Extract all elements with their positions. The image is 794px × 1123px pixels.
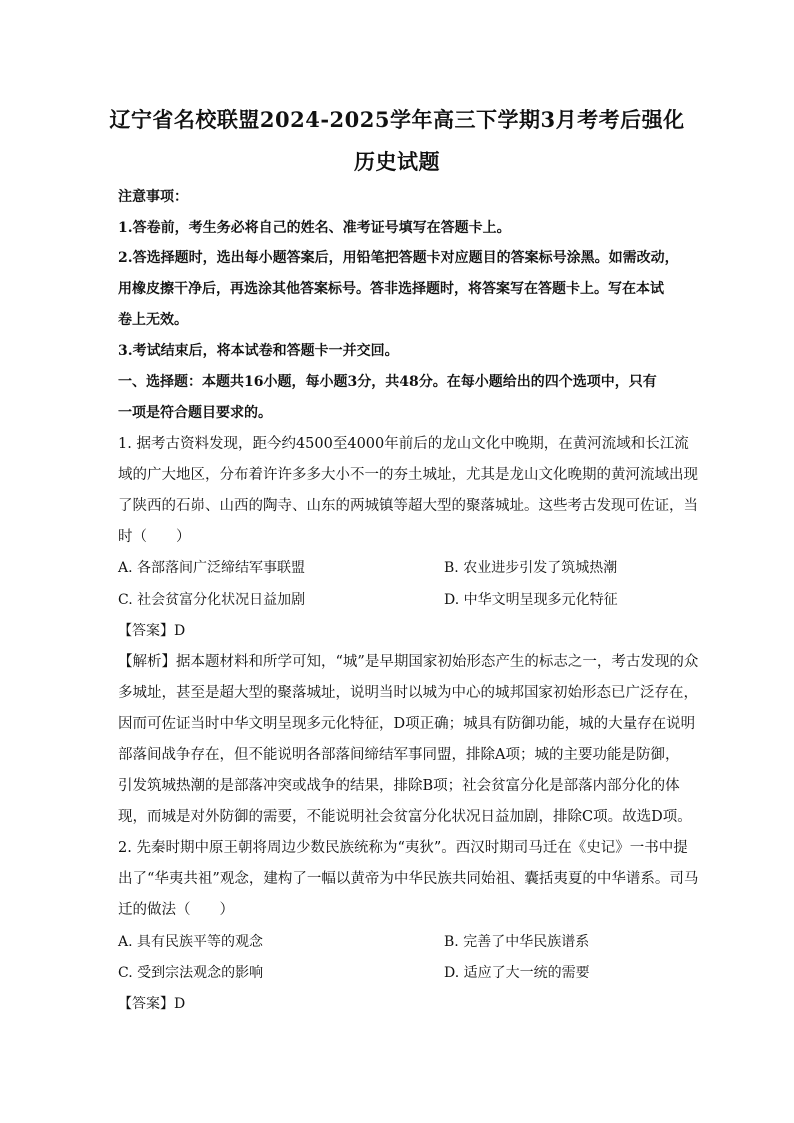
q1-analysis-line-6: 现，而城是对外防御的需要，不能说明社会贫富分化状况日益加剧，排除C项。故选D项。 — [118, 809, 692, 825]
q1-analysis-line-1: 【解析】据本题材料和所学可知，“城”是早期国家初始形态产生的标志之一，考古发现的众 — [118, 654, 699, 670]
q1-option-a: A. 各部落间广泛缔结军事联盟 — [118, 560, 306, 576]
q1-option-c: C. 社会贫富分化状况日益加剧 — [118, 592, 306, 608]
q2-option-b: B. 完善了中华民族谱系 — [444, 934, 590, 950]
q2-stem-line-1: 2. 先秦时期中原王朝将周边少数民族统称为“夷狄”。西汉时期司马迁在《史记》一书中提 — [118, 840, 688, 856]
notice-item-3: 3.考试结束后，将本试卷和答题卡一并交回。 — [118, 343, 399, 359]
notice-item-2-line-3: 卷上无效。 — [118, 312, 188, 328]
q2-answer: 【答案】D — [118, 996, 186, 1012]
q2-option-c: C. 受到宗法观念的影响 — [118, 965, 264, 981]
q2-stem-line-2: 出了“华夷共祖”观念，建构了一幅以黄帝为中华民族共同始祖、囊括夷夏的中华谱系。司马 — [118, 871, 699, 887]
notice-item-2-line-2: 用橡皮擦干净后，再选涂其他答案标号。答非选择题时，将答案写在答题卡上。写在本试 — [118, 281, 664, 297]
q2-option-a: A. 具有民族平等的观念 — [118, 934, 264, 950]
q1-stem-line-4: 时（ ） — [118, 529, 191, 545]
notice-item-1: 1.答卷前，考生务必将自己的姓名、准考证号填写在答题卡上。 — [118, 220, 511, 236]
q1-option-d: D. 中华文明呈现多元化特征 — [444, 592, 618, 608]
q1-analysis-line-5: 引发筑城热潮的是部落冲突或战争的结果，排除B项；社会贫富分化是部落内部分化的体 — [118, 778, 680, 794]
q1-answer: 【答案】D — [118, 623, 186, 639]
q1-analysis-line-3: 因而可佐证当时中华文明呈现多元化特征，D项正确；城具有防御功能，城的大量存在说明 — [118, 716, 696, 732]
q1-option-b: B. 农业进步引发了筑城热潮 — [444, 560, 618, 576]
q1-stem-line-2: 域的广大地区，分布着许许多多大小不一的夯土城址，尤其是龙山文化晚期的黄河流域出现 — [118, 467, 698, 483]
q2-option-d: D. 适应了大一统的需要 — [444, 965, 590, 981]
q1-stem-line-1: 1. 据考古资料发现，距今约4500至4000年前后的龙山文化中晚期，在黄河流域和长江流 — [118, 436, 689, 452]
notice-heading: 注意事项： — [118, 189, 188, 205]
q1-stem-line-3: 了陕西的石峁、山西的陶寺、山东的两城镇等超大型的聚落城址。这些考古发现可佐证，当 — [118, 498, 698, 514]
q2-stem-line-3: 迁的做法（ ） — [118, 902, 234, 918]
q1-analysis-line-2: 多城址，甚至是超大型的聚落城址，说明当时以城为中心的城邦国家初始形态已广泛存在， — [118, 685, 698, 701]
page-title: 辽宁省名校联盟2024-2025学年高三下学期3月考考后强化 — [109, 107, 685, 132]
section-heading-line-1: 一、选择题：本题共16小题，每小题3分，共48分。在每小题给出的四个选项中，只有 — [118, 374, 657, 390]
notice-item-2-line-1: 2.答选择题时，选出每小题答案后，用铅笔把答题卡对应题目的答案标号涂黑。如需改动， — [118, 250, 679, 266]
q1-analysis-line-4: 部落间战争存在，但不能说明各部落间缔结军事同盟，排除A项；城的主要功能是防御， — [118, 747, 680, 763]
page-subtitle: 历史试题 — [354, 149, 440, 174]
section-heading-line-2: 一项是符合题目要求的。 — [118, 405, 272, 421]
